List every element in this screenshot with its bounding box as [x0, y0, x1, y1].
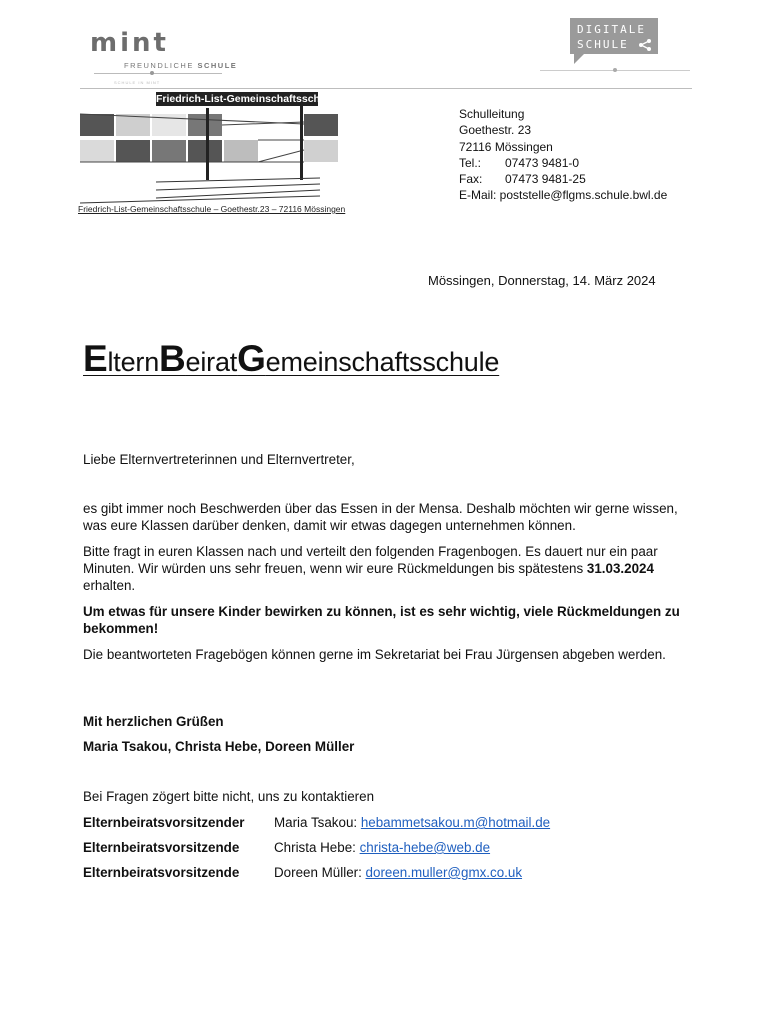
phone-label: Tel.: [459, 155, 482, 170]
address-fax [459, 171, 667, 187]
contact-role: Elternbeiratsvorsitzende [83, 865, 240, 880]
contact-name: Doreen Müller: [274, 865, 366, 880]
header-divider [80, 88, 692, 89]
digitale-schule-badge-tail [574, 54, 584, 64]
school-address-line: Friedrich-List-Gemeinschaftsschule – Goethestr.23 – 72116 Mössingen [78, 204, 346, 214]
contact-name: Maria Tsakou: [274, 815, 361, 830]
digitale-schule-dot [613, 68, 617, 72]
contact-email-link[interactable]: christa-hebe@web.de [359, 840, 491, 855]
digitale-schule-logo [568, 18, 664, 78]
contact-row [83, 864, 522, 881]
phone-number: 07473 9481-0 [505, 155, 580, 170]
share-icon [638, 38, 652, 52]
contact-role: Elternbeiratsvorsitzender [83, 815, 245, 830]
letter-closing: Mit herzlichen Grüßen [83, 714, 224, 729]
school-emblem [78, 92, 340, 204]
contact-name: Christa Hebe: [274, 840, 360, 855]
contact-row [83, 814, 550, 831]
contact-email-link[interactable]: hebammetsakou.m@hotmail.de [360, 815, 551, 830]
letter-paragraph-1: es gibt immer noch Beschwerden über das Essen in der Mensa. Deshalb möchten wir gerne wissen, was eure Klassen darüber denken, damit wir etwas dagegen unternehmen können. [83, 501, 678, 533]
digitale-schule-line1: DIGITALE [577, 23, 646, 36]
address-email: E-Mail: poststelle@flgms.schule.bwl.de [459, 188, 668, 203]
digitale-schule-line2: SCHULE [577, 38, 629, 51]
letter-salutation: Liebe Elternvertreterinnen und Elternvertreter, [83, 452, 355, 467]
mint-logo-dot [150, 71, 154, 75]
fax-label: Fax: [459, 172, 483, 187]
letter-date: Mössingen, Donnerstag, 14. März 2024 [428, 273, 656, 288]
letter-paragraph-3: Um etwas für unsere Kinder bewirken zu können, ist es sehr wichtig, viele Rückmeldungen zu bekommen! [83, 604, 680, 636]
address-office: Schulleitung [459, 107, 525, 121]
page-title: ElternBeiratGemeinschaftsschule [83, 338, 500, 379]
letter-signers: Maria Tsakou, Christa Hebe, Doreen Müller [83, 739, 355, 754]
school-emblem-banner: Friedrich-List-Gemeinschaftsschule [156, 93, 336, 105]
fax-number: 07473 9481-25 [505, 172, 586, 187]
letter-paragraph-2: Bitte fragt in euren Klassen nach und verteilt den folgenden Fragenbogen. Es dauert nur ein paar Minuten. Wir würden uns sehr freuen, wenn wir eure Rückmeldungen bis spätestens 31.03.2024 erhalten. [83, 544, 658, 593]
deadline-date: 31.03.2024 [586, 561, 654, 576]
contact-row [83, 839, 490, 856]
contact-email-link[interactable]: doreen.muller@gmx.co.uk [365, 865, 523, 880]
mint-logo-tagline: SCHULE IN MINT [114, 80, 161, 85]
mint-logo-subtitle: FREUNDLICHE SCHULE [124, 61, 238, 70]
mint-logo-rule [94, 73, 222, 74]
address-city: 72116 Mössingen [459, 139, 553, 154]
letter-paragraph-4: Die beantworteten Fragebögen können gerne im Sekretariat bei Frau Jürgensen abgeben werden. [83, 647, 666, 662]
contact-intro: Bei Fragen zögert bitte nicht, uns zu kontaktieren [83, 789, 375, 804]
address-street: Goethestr. 23 [459, 123, 532, 138]
address-phone [459, 155, 667, 171]
contact-role: Elternbeiratsvorsitzende [83, 840, 240, 855]
mint-logo-word: mint [90, 28, 169, 58]
mint-logo [90, 28, 240, 88]
school-address-block [459, 106, 667, 204]
school-emblem-graphic [78, 92, 340, 204]
